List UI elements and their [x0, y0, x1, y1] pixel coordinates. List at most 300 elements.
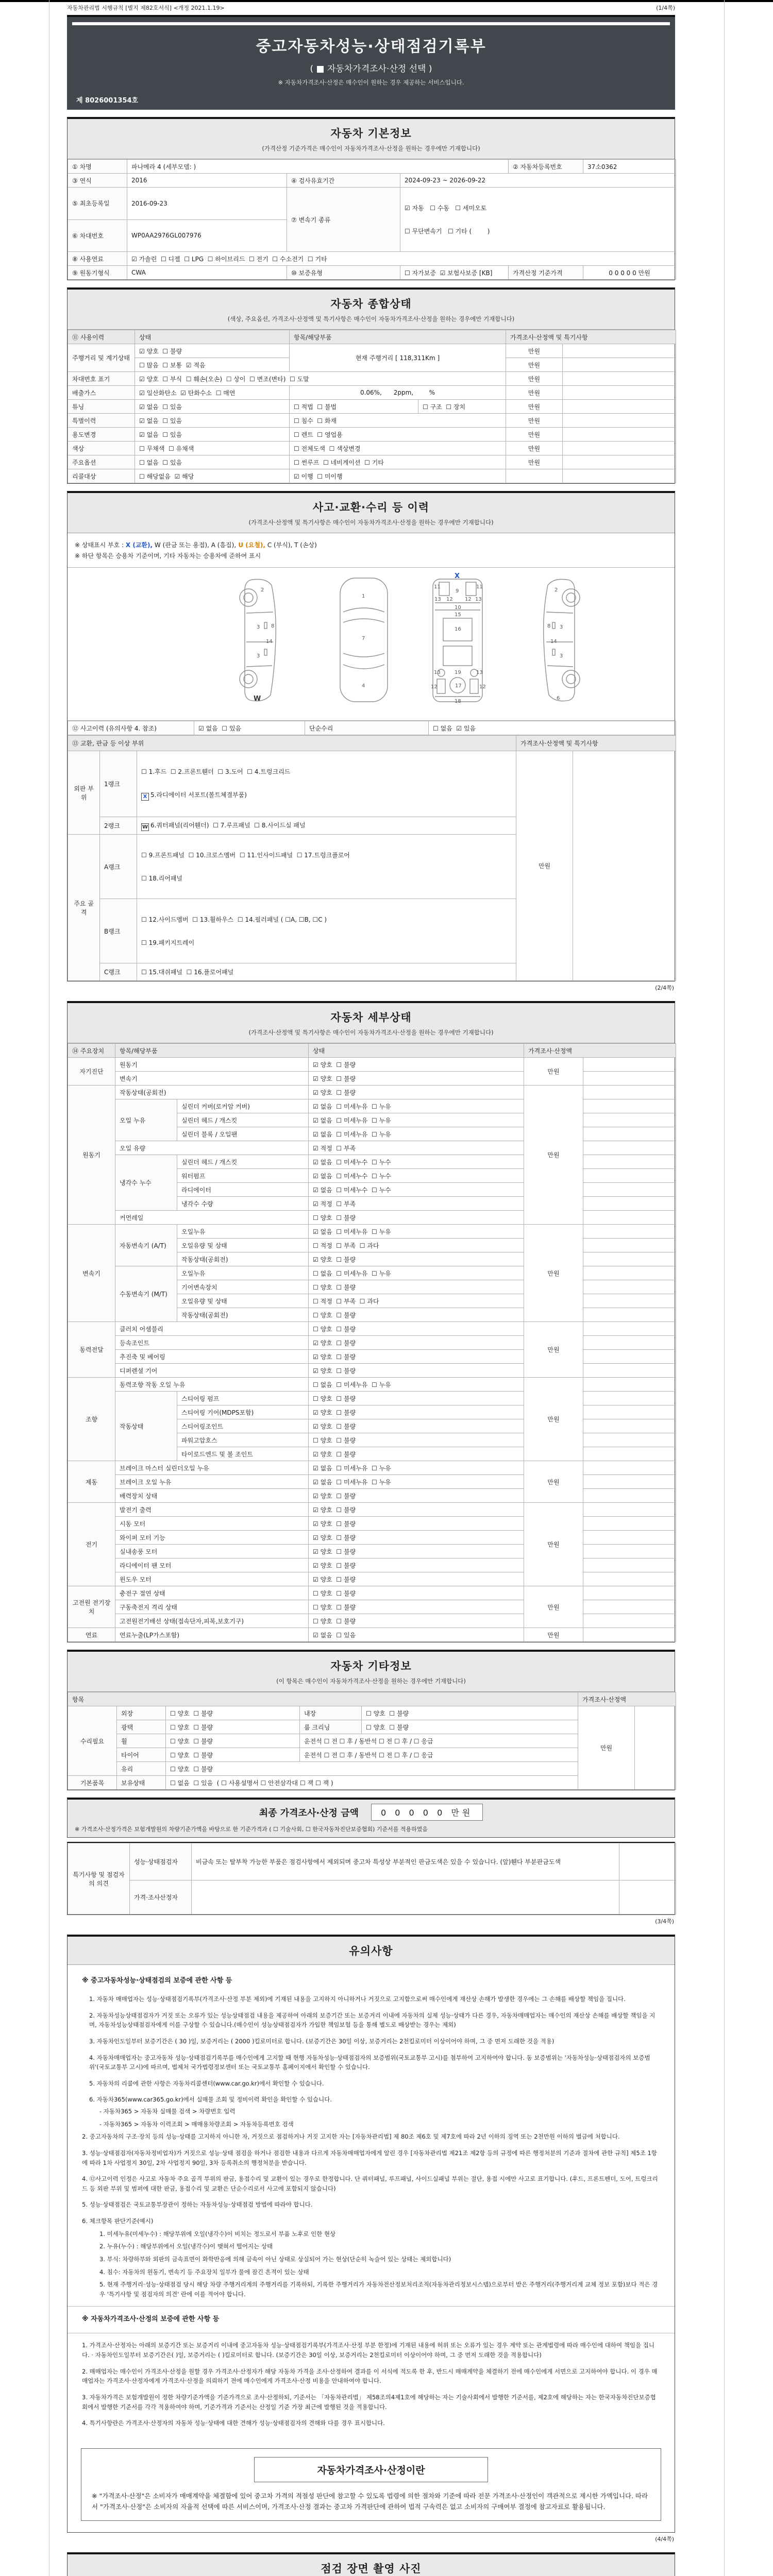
- device-group: 전기: [68, 1503, 115, 1586]
- interior-state: ☐ 양호 ☐ 불량: [362, 1706, 578, 1720]
- rank-label: C랭크: [100, 963, 137, 981]
- price-unit: 만원: [524, 1225, 583, 1322]
- car-diagram-svg: [119, 571, 624, 715]
- column-header: 항목: [68, 1692, 578, 1706]
- panel-number: 12: [465, 597, 472, 602]
- note-cell: [583, 1266, 676, 1280]
- notice-subitem: - 자동차365 > 자동차 실매물 검색 > 차량번호 입력: [99, 2108, 236, 2115]
- meta-line: [67, 0, 675, 15]
- column-header: 가격조사·산정액: [524, 1044, 676, 1058]
- price-unit: 만원: [524, 1378, 583, 1461]
- item-label: 냉각수 수량: [177, 1197, 309, 1211]
- column-header: 상태: [309, 1044, 524, 1058]
- note-cell: [583, 1141, 676, 1155]
- item-state: ☑ 양호 ☐ 불량: [309, 1086, 524, 1099]
- item-label: 룸 크리닝: [300, 1720, 362, 1734]
- sub-group: 냉각수 누수: [115, 1155, 177, 1211]
- item-label: 오일유량 및 상태: [177, 1239, 309, 1252]
- item-state: ☑ 적정 ☐ 부족: [309, 1197, 524, 1211]
- row-label: 배출가스: [68, 386, 135, 400]
- section-basic-info: [67, 117, 675, 280]
- note-cell: [583, 1392, 676, 1405]
- final-price-value: 0 0 0 0 0 만원: [371, 1804, 483, 1821]
- notice-item: 3. 자동차인도일부터 보증기간은 ( 30 )일, 보증거리는 ( 2000 )킬로미터로 합니다. (보증기간은 30일 이상, 보증거리는 2천킬로미터 이상이어야 하며, 그 중 먼저 도래한 것을 적용): [89, 2037, 554, 2045]
- rankB-items: [137, 899, 516, 963]
- notice-item: 3. 성능·상태점검자(자동차정비업자)가 거짓으로 성능·상태 점검을 하거나 점검한 내용과 다르게 자동차매매업자에게 알린 경우 [자동차관리법 제21조 제2항 등의 규정에 따른 행정처분의 기준과 절차에 관한 규칙] 제5조 1항에 따라 1차 사업정지 30일, 2차 사업정지 90일, 3차 등록취소의 행정처분을 받습니다.: [82, 2149, 657, 2166]
- item-state: ☑ 양호 ☐ 불량: [309, 1252, 524, 1266]
- device-group: 조향: [68, 1378, 115, 1461]
- usage-change-kind: ☐ 렌트 ☐ 영업용: [290, 428, 506, 442]
- accident-subtitle: (가격조사·산정액 및 특기사항은 매수인이 자동차가격조사·산정을 원하는 경우에만 기재합니다): [248, 519, 494, 526]
- exchange-x-checkbox: X: [141, 793, 149, 801]
- note-cell: [583, 1419, 676, 1433]
- transmission-type-line2: ☐ 무단변속기 ☐ 기타 ( ): [405, 228, 490, 235]
- panel-number: 12: [431, 684, 438, 690]
- note-cell: [583, 1545, 676, 1558]
- notice-subitem: 4. 침수: 자동차의 원동기, 변속기 등 주요장치 일부가 물에 잠긴 흔적이 있는 상태: [99, 2268, 309, 2276]
- accident-history-table: [68, 721, 676, 735]
- item-label: 등속조인트: [115, 1336, 309, 1350]
- basic-info-header: [68, 119, 675, 159]
- item-label: 윈도우 모터: [115, 1572, 309, 1586]
- item-state: ☑ 양호 ☐ 불량: [309, 1545, 524, 1558]
- price-unit: 만원: [506, 428, 563, 442]
- row-label: 주요옵션: [68, 455, 135, 469]
- options-kind: ☐ 썬루프 ☐ 네비게이션 ☐ 기타: [290, 455, 506, 469]
- panel-number: 3: [560, 653, 563, 659]
- engine-type-value: CWA: [127, 266, 287, 280]
- page-marker-2: (2/4쪽): [655, 985, 674, 991]
- appraiser-label: 가격·조사산정자: [130, 1880, 192, 1914]
- sub-group: 작동상태: [115, 1392, 177, 1461]
- price-unit: 만원: [506, 455, 563, 469]
- price-unit: 만원: [506, 442, 563, 455]
- note-cell: [583, 1211, 676, 1225]
- price-unit: 만원: [516, 751, 573, 981]
- item-label: 스티어링 기어(MDPS포함): [177, 1405, 309, 1419]
- emission-values: 0.06%, 2ppm, %: [290, 386, 506, 400]
- item-label: 시동 모터: [115, 1517, 309, 1531]
- section-detail-state: [67, 1001, 675, 1642]
- rankB-line2: ☐ 19.패키지트레이: [141, 939, 195, 946]
- panel-number: 2: [261, 587, 264, 593]
- vin-mark-state: ☑ 양호 ☐ 부식 ☐ 훼손(오손) ☐ 상이 ☐ 변조(변타) ☐ 도말: [135, 372, 506, 386]
- rankA-line2: ☐ 18.리어패널: [141, 875, 183, 882]
- item-label: 배력장치 상태: [115, 1489, 309, 1503]
- note-cell: [583, 1252, 676, 1266]
- inspection-validity-value: 2024-09-23 ~ 2026-09-22: [400, 174, 676, 188]
- note-cell: [563, 414, 676, 428]
- rank1-line1: ☐ 1.후드 ☐ 2.프론트휀더 ☐ 3.도어 ☐ 4.트렁크리드: [141, 768, 291, 775]
- item-state: ☐ 양호 ☐ 불량: [309, 1322, 524, 1336]
- note-cell: [583, 1155, 676, 1169]
- notice-item: 1. 자동차 매매업자는 성능·상태점검기록부(가격조사·산정 부분 제외)에 기재된 내용을 고지하지 아니하거나 거짓으로 고지함으로써 매수인에게 재산상 손해가 발생한 경우에는 그 손해를 배상할 책임을 집니다.: [89, 1995, 626, 2003]
- notice-item: 2. 자동차성능상태점검자가 거짓 또는 오류가 있는 성능상태점검 내용을 제공하여 아래의 보증기간 또는 보증거리 이내에 자동차의 실제 성능·상태가 다른 경우, 자동차매매업자는 매수인의 재산상 손해를 배상할 책임을 지며, 자동차성능상태점검자에게 이를 구상할 수 있습니다.(매수인이 성능상태점검자가 가입한 책임보험 등을 통해 별도로 배상받는 경우는 제외): [89, 2011, 656, 2029]
- note-cell: [583, 1322, 676, 1336]
- panel-number: 11: [476, 584, 483, 590]
- etc-header: [68, 1652, 675, 1692]
- overall-state-subtitle: (색상, 주요옵션, 가격조사·산정액 및 특기사항은 매수인이 자동차가격조사·산정을 원하는 경우에만 기재합니다): [227, 315, 515, 323]
- panel-number: 7: [362, 636, 365, 641]
- section-accident-history: [67, 491, 675, 981]
- legend-a-scratch: A (흠집),: [209, 541, 237, 549]
- note-cell: [563, 442, 676, 455]
- panel-number: 3: [257, 624, 260, 630]
- inspection-report-document: [67, 0, 675, 2576]
- legend-c-corrosion: C (부식),: [265, 541, 293, 549]
- note-cell: [619, 1843, 676, 1880]
- item-label: 구동축전지 격리 상태: [115, 1600, 309, 1614]
- rank2-rest: ☐ 7.루프패널 ☐ 8.사이드실 패널: [209, 821, 306, 829]
- row-label: 주행거리 및 계기상태: [68, 344, 135, 372]
- pricing-definition-text: ※ "가격조사·산정"은 소비자가 매매계약을 체결함에 있어 중고차 가격의 적절성 판단에 참고할 수 있도록 법령에 의한 절차와 기준에 따라 전문 가격조사·산정인이 객관적으로 제시한 가액입니다. 따라서 "가격조사·산정"은 소비자의 자율적 선택에 따른 서비스이며, 가격조사·산정 결과는 중고차 가격판단에 관하여 법적 구속력은 없고 소비자의 구매여부 결정에 참고자료로 활용됩니다.: [92, 2492, 648, 2511]
- note-cell: [583, 1558, 676, 1572]
- report-title-band: [67, 15, 675, 110]
- pricing-definition-title: 자동차가격조사·산정이란: [254, 2457, 488, 2482]
- panel-number: 13: [434, 670, 441, 675]
- price-unit: 만원: [524, 1058, 583, 1086]
- notice-subitem: 2. 누유(누수) : 해당부위에서 오일(냉각수)이 맺혀서 떨어지는 상태: [99, 2243, 273, 2250]
- item-state: ☐ 양호 ☐ 불량: [309, 1280, 524, 1294]
- field-label: ⑥ 차대번호: [68, 219, 127, 252]
- notice-subitem: 3. 부식: 차량하부와 외판의 금속표면이 화학반응에 의해 금속이 아닌 상태로 상실되어 가는 현상(단순히 녹슬어 있는 상태는 제외합니다): [99, 2255, 451, 2263]
- note-cell: [583, 1099, 676, 1113]
- note-cell: [583, 1086, 676, 1099]
- panel-number: 8: [271, 623, 275, 629]
- price-unit: 만원: [506, 344, 563, 358]
- outer-panel-group-label: 외판 부위: [68, 751, 100, 835]
- item-state: ☑ 없음 ☐ 미세누수 ☐ 누수: [309, 1183, 524, 1197]
- item-state: ☐ 양호 ☐ 불량: [309, 1392, 524, 1405]
- simple-repair-label: 단순수리: [305, 721, 429, 735]
- panel-number: 19: [455, 670, 461, 675]
- diagram-right-side-view: [544, 579, 580, 701]
- notice-title: 유의사항: [349, 1945, 393, 1957]
- band-inner-line: [72, 22, 670, 25]
- item-state: ☐ 양호 ☐ 불량: [309, 1614, 524, 1628]
- panel-number: 6: [557, 696, 560, 701]
- row-label: 색상: [68, 442, 135, 455]
- item-label: 실린더 커버(로커암 커버): [177, 1099, 309, 1113]
- pricing-definition-box: [81, 2448, 661, 2521]
- item-label: 브레이크 오일 누유: [115, 1475, 309, 1489]
- diagram-weld-mark-w: W: [254, 695, 261, 703]
- note-cell: [563, 372, 676, 386]
- rank1-item5-label: 5.라디에이터 서포트(볼트체결부품): [150, 791, 247, 799]
- item-state: ☑ 없음 ☐ 미세누수 ☐ 누수: [309, 1169, 524, 1183]
- note-cell: [583, 1183, 676, 1197]
- item-label: 외장: [117, 1706, 166, 1720]
- weld-w-checkbox: W: [142, 824, 148, 830]
- item-state: ☐ 양호 ☐ 불량: [309, 1586, 524, 1600]
- panel-number: 12: [446, 597, 453, 602]
- repair-needed-group: 수리필요: [68, 1706, 117, 1776]
- notice-item: 3. 자동차가격은 보험개발원이 정한 차량기준가액을 기준가격으로 조사·산정하되, 기준서는 「자동차관리법」 제58조의4제1호에 해당하는 자는 기술사회에서 발행한 기준서를, 제2호에 해당하는 자는 한국자동차진단보증협회에서 발행한 기준서를 각각 적용하여야 하며, 기준가격과 기준서는 산정일 기준 가장 최근에 발행된 것을 적용합니다.: [82, 2393, 656, 2411]
- overall-state-header: [68, 290, 675, 330]
- basic-info-table: [68, 159, 676, 280]
- notice-item: 1. 가격조사·산정자는 아래의 보증기간 또는 보증거리 이내에 중고자동차 성능·상태점검기록부(가격조사·산정 부분 한정)에 기재된 내용에 허위 또는 오류가 있는 경우 계약 또는 관계법령에 따라 매수인에 대하여 책임을 집니다. · 자동차인도일부터 보증기간은( )일, 보증거리는 ( )킬로미터로 합니다. (보증기간은 30일 이상, 보증거리는 2천킬로미터 이상이어야 하며, 그 중 먼저 도래한 것을 적용합니다): [82, 2342, 654, 2359]
- field-label: ⑨ 원동기형식: [68, 266, 127, 280]
- panel-number: 15: [455, 612, 461, 618]
- notice-item: 6. 체크항목 판단기준(예시): [82, 2217, 154, 2225]
- panel-number: 14: [266, 639, 273, 645]
- legend-x-exchange: X (교환),: [125, 541, 153, 549]
- final-price-note: ※ 가격조사·산정가격은 보험개발원의 차량기준가액을 바탕으로 한 기준가격과 ( ☐ 기술사회, ☐ 한국자동차진단보증협회) 기준서를 적용하였음: [75, 1826, 428, 1833]
- color-change: ☐ 전체도색 ☐ 색상변경: [290, 442, 506, 455]
- field-label: ③ 연식: [68, 174, 127, 188]
- item-label: 워터펌프: [177, 1169, 309, 1183]
- item-label: 보유상태: [117, 1776, 166, 1790]
- row-label: 차대번호 표기: [68, 372, 135, 386]
- page-right-edge: [724, 0, 725, 2576]
- remarks-row-label: 특기사항 및 점검자의 의견: [68, 1843, 130, 1914]
- note-cell: [583, 1378, 676, 1392]
- note-cell: [583, 1475, 676, 1489]
- price-unit: 만원: [524, 1628, 583, 1642]
- diagram-exchange-mark-x: X: [455, 572, 460, 580]
- item-label: 커먼레일: [115, 1211, 309, 1225]
- tuning-kind: ☐ 구조 ☐ 장치: [418, 400, 506, 414]
- item-label: 동력조향 작동 오일 누유: [115, 1378, 309, 1392]
- mileage-amount-state: ☐ 많음 ☐ 보통 ☑ 적음: [135, 358, 290, 372]
- notice-body: [68, 1965, 675, 2443]
- price-survey-note: ※ 자동차가격조사·산정은 매수인이 원하는 경우 제공하는 서비스입니다.: [278, 79, 464, 86]
- column-header: 가격조사·산정액: [578, 1692, 676, 1706]
- item-label: 실린더 블록 / 오일팬: [177, 1127, 309, 1141]
- device-group: 동력전달: [68, 1322, 115, 1378]
- item-state: ☐ 적정 ☐ 부족 ☐ 과다: [309, 1239, 524, 1252]
- item-label: 고전원전기배선 상태(접속단자,피복,보호기구): [115, 1614, 309, 1628]
- notice-item: 4. 자동차매매업자는 중고자동차 성능·상태점검기록부를 매수인에게 고지할 때 현행 자동차성능·상태점검자의 보증범위(국토교통부 고시)를 첨부하여 고지하여야 합니다. 동 보증범위는 '자동차성능·상태점검자의 보증범위'(국토교통부 고시)에 따르며, 법제처 국가법령정보센터 또는 국토교통부 홈페이지에서 확인할 수 있습니다.: [89, 2054, 650, 2071]
- column-header: ⑪ 사용이력: [68, 330, 135, 344]
- notice-item: 6. 자동차365(www.car365.go.kr)에서 실매물 조회 및 정비이력 확인을 확인할 수 있습니다.: [89, 2096, 332, 2104]
- item-label: 스티어링조인트: [177, 1419, 309, 1433]
- panel-number: 8: [547, 623, 551, 629]
- detail-subtitle: (가격조사·산정액 및 특기사항은 매수인이 자동차가격조사·산정을 원하는 경우에만 기재합니다): [248, 1029, 494, 1036]
- item-label: 타이로드엔드 및 볼 조인트: [177, 1447, 309, 1461]
- sub-group: 자동변속기 (A/T): [115, 1225, 177, 1266]
- price-unit: 만원: [506, 386, 563, 400]
- row-label: 튜닝: [68, 400, 135, 414]
- item-label: 광택: [117, 1720, 166, 1734]
- price-unit: 만원: [506, 358, 563, 372]
- column-header: ⑭ 주요장치: [68, 1044, 115, 1058]
- rank2-items: [137, 817, 516, 835]
- warranty-heading: ※ 중고자동차성능·상태점검의 보증에 관한 사항 등: [82, 1977, 232, 1985]
- field-label: ④ 검사유효기간: [287, 174, 400, 188]
- item-label: 스티어링 펌프: [177, 1392, 309, 1405]
- item-state: ☑ 양호 ☐ 불량: [309, 1489, 524, 1503]
- note-cell: [583, 1586, 676, 1600]
- item-state: ☑ 없음 ☐ 미세누유 ☐ 누유: [309, 1099, 524, 1113]
- fuel-type-checks: ☑ 가솔린 ☐ 디젤 ☐ LPG ☐ 하이브리드 ☐ 전기 ☐ 수소전기 ☐ 기타: [127, 252, 676, 266]
- item-state: ☑ 없음 ☐ 미세누유 ☐ 누유: [309, 1127, 524, 1141]
- panel-number: 18: [455, 699, 461, 704]
- note-cell: [583, 1280, 676, 1294]
- section-notice: [67, 1935, 675, 2533]
- item-label: 내장: [300, 1706, 362, 1720]
- note-cell: [583, 1531, 676, 1545]
- item-label: 라디에이터 팬 모터: [115, 1558, 309, 1572]
- item-label: 와이퍼 모터 기능: [115, 1531, 309, 1545]
- price-unit: 만원: [524, 1322, 583, 1378]
- item-state: ☐ 없음 ☐ 미세누유 ☐ 누유: [309, 1266, 524, 1280]
- note-cell: [563, 469, 676, 483]
- item-label: 추진축 및 베어링: [115, 1350, 309, 1364]
- item-state: ☑ 양호 ☐ 불량: [309, 1336, 524, 1350]
- page-marker-1: (1/4쪽): [656, 5, 675, 11]
- device-group: 자기진단: [68, 1058, 115, 1086]
- rankC-items: ☐ 15.대쉬패널 ☐ 16.플로어패널: [137, 963, 516, 981]
- item-state: ☑ 없음 ☐ 미세누수 ☐ 누수: [309, 1155, 524, 1169]
- panel-number: 16: [455, 626, 461, 632]
- note-cell: [583, 1239, 676, 1252]
- price-unit: 만원: [578, 1706, 635, 1790]
- rank-label: 2랭크: [100, 817, 137, 835]
- price-unit: 만원: [524, 1086, 583, 1225]
- row-label: 용도변경: [68, 428, 135, 442]
- model-year-value: 2016: [127, 174, 287, 188]
- note-cell: [583, 1628, 676, 1642]
- polish-state: ☐ 양호 ☐ 불량: [166, 1720, 300, 1734]
- rank2-item6-label: 6.쿼터패널(리어휀더): [150, 821, 209, 829]
- rankA-line1: ☐ 9.프론트패널 ☐ 10.크로스멤버 ☐ 11.인사이드패널 ☐ 17.트렁크플로어: [141, 852, 350, 859]
- final-price-label: 최종 가격조사·산정 금액: [259, 1807, 359, 1819]
- final-price-band: [67, 1798, 675, 1838]
- recall-fulfillment: ☑ 이행 ☐ 미이행: [290, 469, 506, 483]
- item-label: 디퍼렌셜 기어: [115, 1364, 309, 1378]
- item-label: 작동상태(공회전): [177, 1308, 309, 1322]
- note-cell: [583, 1517, 676, 1531]
- accident-header: [68, 493, 675, 533]
- item-label: 유리: [117, 1762, 166, 1776]
- note-cell: [563, 358, 676, 372]
- panel-number: 2: [554, 587, 558, 593]
- divider: [68, 2306, 675, 2307]
- legend-u-dent: U (요철),: [236, 541, 265, 549]
- item-state: ☐ 양호 ☐ 불량: [309, 1600, 524, 1614]
- item-state: ☑ 양호 ☐ 불량: [309, 1350, 524, 1364]
- usage-change-state: ☑ 없음 ☐ 있음: [135, 428, 290, 442]
- price-unit: 만원: [524, 1586, 583, 1628]
- panel-number: 11: [434, 584, 441, 590]
- price-unit: 만원: [506, 372, 563, 386]
- field-label: 가격산정 기준가격: [509, 266, 583, 280]
- transmission-type-line1: ☑ 자동 ☐ 수동 ☐ 세미오토: [405, 205, 487, 212]
- section-etc-info: [67, 1650, 675, 1790]
- item-state: ☐ 양호 ☐ 불량: [309, 1211, 524, 1225]
- notice-header: [68, 1937, 675, 1965]
- price-unit: 만원: [524, 1461, 583, 1503]
- note-cell: [563, 455, 676, 469]
- item-label: 변속기: [115, 1072, 309, 1086]
- column-header: 항목/해당부품: [115, 1044, 309, 1058]
- note-cell: [583, 1072, 676, 1086]
- wheel-positions: 운전석 ☐ 전 ☐ 후 / 동반석 ☐ 전 ☐ 후 / ☐ 응급: [300, 1734, 578, 1748]
- field-label: ⑧ 사용연료: [68, 252, 127, 266]
- rankA-items: [137, 835, 516, 899]
- item-label: 기어변속장치: [177, 1280, 309, 1294]
- panel-number: 3: [257, 653, 260, 659]
- tire-positions: 운전석 ☐ 전 ☐ 후 / 동반석 ☐ 전 ☐ 후 / ☐ 응급: [300, 1748, 578, 1762]
- legend-prefix: ※ 상태표시 부호 :: [75, 541, 126, 549]
- field-label: ⑦ 변속기 종류: [287, 188, 400, 252]
- registration-number-value: 37소0362: [583, 160, 676, 174]
- rank-label: B랭크: [100, 899, 137, 963]
- photo-title: 점검 장면 촬영 사진: [321, 2563, 422, 2575]
- panel-number: 3: [560, 624, 563, 630]
- detail-title: 자동차 세부상태: [330, 1011, 412, 1024]
- item-state: ☑ 양호 ☐ 불량: [309, 1531, 524, 1545]
- price-warranty-heading: ※ 자동차가격조사·산정의 보증에 관한 사항 등: [82, 2315, 220, 2324]
- field-label: ⑤ 최초등록일: [68, 188, 127, 220]
- column-header: 가격조사·산정액 및 특기사항: [506, 330, 676, 344]
- etc-title: 자동차 기타정보: [330, 1660, 412, 1672]
- note-cell: [583, 1572, 676, 1586]
- rank-label: 1랭크: [100, 751, 137, 817]
- row-label: 리콜대상: [68, 469, 135, 483]
- glass-state: ☐ 양호 ☐ 불량: [166, 1762, 578, 1776]
- device-group: 제동: [68, 1461, 115, 1503]
- note-cell: [635, 1706, 676, 1790]
- rank-label: A랭크: [100, 835, 137, 899]
- price-survey-select: ( ■ 자동차가격조사·산정 선택 ): [310, 64, 432, 74]
- final-price-row: [75, 1804, 667, 1821]
- item-label: 오일누유: [177, 1266, 309, 1280]
- field-label: ① 차명: [68, 160, 127, 174]
- car-name-value: 파나메라 4 (세부모델: ): [127, 160, 509, 174]
- item-state: ☑ 양호 ☐ 불량: [309, 1058, 524, 1072]
- exterior-state: ☐ 양호 ☐ 불량: [166, 1706, 300, 1720]
- tuning-state: ☑ 없음 ☐ 있음: [135, 400, 290, 414]
- column-header: 상태: [135, 330, 290, 344]
- panel-number: 14: [550, 639, 557, 645]
- item-state: ☑ 양호 ☐ 불량: [309, 1503, 524, 1517]
- section-inspection-photo: [67, 2552, 675, 2576]
- sub-group: 수동변속기 (M/T): [115, 1266, 177, 1322]
- panel-number: 13: [475, 597, 482, 602]
- note-cell: [563, 400, 676, 414]
- item-label: 충전구 절연 상태: [115, 1586, 309, 1600]
- note-cell: [583, 1169, 676, 1183]
- regulation-reference: 자동차관리법 시행규칙 [별지 제82호서식] <개정 2021.1.19>: [67, 5, 225, 11]
- appraiser-remarks-text: [192, 1880, 619, 1914]
- item-state: ☑ 없음 ☐ 미세누유 ☐ 누유: [309, 1475, 524, 1489]
- item-state: ☑ 없음 ☐ 미세누유 ☐ 누유: [309, 1461, 524, 1475]
- basic-items-state: ☐ 없음 ☐ 있음 ( ☐ 사용설명서 ☐ 안전삼각대 ☐ 잭 ☐ 잭 ): [166, 1776, 578, 1790]
- note-cell: [583, 1461, 676, 1475]
- field-label: ② 자동차등록번호: [509, 160, 583, 174]
- rank1-line2: [141, 790, 512, 801]
- price-unit: 만원: [506, 400, 563, 414]
- note-cell: [573, 751, 676, 981]
- tire-state: ☐ 양호 ☐ 불량: [166, 1748, 300, 1762]
- item-state: ☑ 양호 ☐ 불량: [309, 1558, 524, 1572]
- inspector-label: 성능·상태점검자: [130, 1843, 192, 1880]
- legend-note2: ※ 하단 항목은 승용차 기준이며, 기타 자동차는 승용차에 준하여 표시: [75, 552, 261, 560]
- base-price-value: 0 0 0 0 0 만원: [583, 266, 676, 280]
- note-cell: [583, 1058, 676, 1072]
- vin-value: WP0AA2976GL007976: [127, 219, 287, 252]
- note-cell: [583, 1113, 676, 1127]
- device-group: 연료: [68, 1628, 115, 1642]
- remarks-table: [68, 1843, 676, 1914]
- item-label: 브레이크 마스터 실린더오일 누유: [115, 1461, 309, 1475]
- state-mark-legend: [68, 533, 675, 568]
- exchange-header: ⑬ 교환, 판금 등 이상 부위: [68, 736, 516, 751]
- note-cell: [563, 344, 676, 358]
- item-state: ☑ 없음 ☐ 있음: [309, 1628, 524, 1642]
